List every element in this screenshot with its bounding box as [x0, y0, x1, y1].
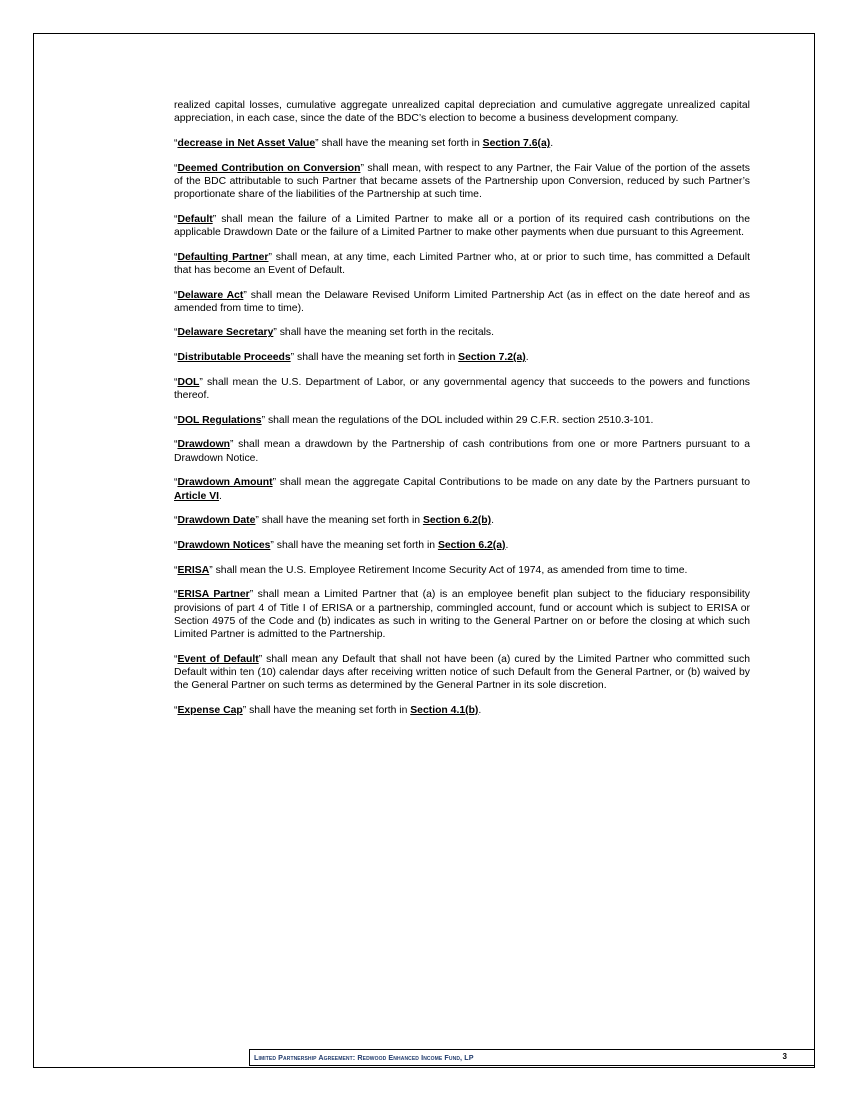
definition-paragraph: “DOL” shall mean the U.S. Department of Labor, or any governmental agency that succeeds to the powers and functions thereof.: [174, 376, 750, 402]
defined-term: Expense Cap: [177, 704, 243, 716]
defined-term: ERISA: [177, 564, 210, 576]
definition-paragraph: “Drawdown Date” shall have the meaning set forth in Section 6.2(b).: [174, 515, 494, 527]
definition-text: shall mean, with respect to any Partner, the Fair Value of the portion of the assets of the BDC attributable to such Partner that became assets of the Partnership upon Conversion, reduced by such Partner’s proportionate share of the liabilities of the Partnership at such time.: [174, 162, 750, 201]
definition-text: shall mean the U.S. Department of Labor, or any governmental agency that succeeds to the powers and functions thereof.: [174, 376, 750, 402]
defined-term: Drawdown Date: [177, 515, 256, 527]
definition-end: .: [505, 539, 509, 551]
defined-term: ERISA Partner: [177, 589, 250, 601]
document-body: [174, 99, 750, 729]
definition-text: shall have the meaning set forth in the recitals.: [279, 327, 495, 339]
definition-end: .: [491, 515, 494, 527]
page-number: 3: [782, 1052, 787, 1061]
definition-paragraph: “Drawdown Amount” shall mean the aggregate Capital Contributions to be made on any date by the Partners pursuant to Article VI.: [174, 477, 750, 502]
page-footer: [249, 1049, 815, 1066]
defined-term: DOL: [177, 376, 200, 388]
definition-paragraph: “DOL Regulations” shall mean the regulations of the DOL included within 29 C.F.R. section 2510.3-101.: [174, 414, 654, 426]
defined-term: Event of Default: [177, 653, 259, 665]
section-reference: Section 7.2(a): [458, 352, 526, 364]
section-reference: Article VI: [174, 490, 220, 502]
definition-paragraph: “Drawdown Notices” shall have the meaning set forth in Section 6.2(a).: [174, 539, 509, 551]
definition-paragraph: “Drawdown” shall mean a drawdown by the Partnership of cash contributions from one or more Partners pursuant to a Drawdown Notice.: [174, 439, 750, 464]
defined-term: Distributable Proceeds: [177, 352, 291, 364]
defined-term: Delaware Secretary: [177, 327, 274, 339]
definition-text: shall mean a drawdown by the Partnership of cash contributions from one or more Partners pursuant to a Drawdown Notice.: [174, 439, 750, 464]
defined-term: Drawdown Notices: [177, 539, 271, 551]
definition-text: shall mean, at any time, each Limited Partner who, at or prior to such time, has committed a Default that has become an Event of Default.: [174, 251, 750, 276]
defined-term: Defaulting Partner: [177, 251, 269, 263]
definition-paragraph: “Defaulting Partner” shall mean, at any time, each Limited Partner who, at or prior to such time, has committed a Default that has become an Event of Default.: [174, 251, 750, 276]
definition-text: realized capital losses, cumulative aggregate unrealized capital depreciation and cumulative aggregate unrealized capital appreciation, in each case, since the date of the BDC’s election to become a business development company.: [174, 100, 750, 125]
definition-text: shall mean any Default that shall not have been (a) cured by the Limited Partner who committed such Default within ten (10) calendar days after receiving written notice of such Default from the General Partner, or (b) waived by the General Partner on such terms as determined by the General Partner in its sole discretion.: [174, 653, 750, 692]
definition-paragraph: “Default” shall mean the failure of a Limited Partner to make all or a portion of its required cash contributions on the applicable Drawdown Date or the failure of a Limited Partner to make other payments when due pursuant to this Agreement.: [174, 213, 750, 238]
definition-text: shall have the meaning set forth in: [261, 515, 423, 527]
defined-term: Drawdown: [177, 439, 231, 451]
definition-text: shall mean the U.S. Employee Retirement Income Security Act of 1974, as amended from time to time.: [215, 564, 688, 576]
definition-paragraph: “ERISA Partner” shall mean a Limited Partner that (a) is an employee benefit plan subject to the fiduciary responsibility provisions of part 4 of Title I of ERISA or a partnership, commingled account, fund or account which is subject to ERISA or Section 4975 of the Code and (b) indicates as such in writing to the General Partner on or before the closing at which such Limited Partner is admitted to the Partnership.: [174, 589, 750, 640]
definition-text: shall have the meaning set forth in: [297, 352, 459, 364]
definition-paragraph: “ERISA” shall mean the U.S. Employee Retirement Income Security Act of 1974, as amended from time to time.: [174, 564, 688, 576]
definition-end: .: [478, 704, 482, 716]
section-reference: Section 6.2(b): [422, 515, 492, 527]
definition-paragraph: “Deemed Contribution on Conversion” shall mean, with respect to any Partner, the Fair Value of the portion of the assets of the BDC attributable to such Partner that became assets of the Partnership upon Conversion, reduced by such Partner’s proportionate share of the liabilities of the Partnership at such time.: [174, 162, 750, 201]
definition-text: shall mean a Limited Partner that (a) is an employee benefit plan subject to the fiduciary responsibility provisions of part 4 of Title I of ERISA or a partnership, commingled account, fund or account which is subject to ERISA or Section 4975 of the Code and (b) indicates as such in writing to the General Partner on or before the closing at which such Limited Partner is admitted to the Partnership.: [174, 589, 750, 640]
definition-end: .: [550, 137, 554, 149]
footer-title: Limited Partnership Agreement: Redwood Enhanced Income Fund, LP: [254, 1053, 474, 1062]
section-reference: Section 7.6(a): [482, 137, 551, 149]
defined-term: Deemed Contribution on Conversion: [177, 162, 361, 174]
definition-text: shall mean the failure of a Limited Partner to make all or a portion of its required cash contributions on the applicable Drawdown Date or the failure of a Limited Partner to make other payments when due pursuant to this Agreement.: [174, 213, 750, 238]
definition-text: shall have the meaning set forth in: [321, 137, 483, 149]
definition-paragraph: “Delaware Act” shall mean the Delaware Revised Uniform Limited Partnership Act (as in effect on the date hereof and as amended from time to time).: [174, 289, 750, 314]
defined-term: decrease in Net Asset Value: [177, 137, 316, 149]
definition-text: shall mean the Delaware Revised Uniform Limited Partnership Act (as in effect on the date hereof and as amended from time to time).: [174, 289, 750, 314]
section-reference: Section 6.2(a): [437, 539, 506, 551]
defined-term: Default: [177, 213, 213, 225]
defined-term: Delaware Act: [177, 289, 244, 301]
definition-end: .: [525, 352, 529, 364]
defined-term: Drawdown Amount: [177, 477, 273, 489]
definition-end: .: [219, 490, 222, 502]
section-reference: Section 4.1(b): [410, 704, 479, 716]
definition-paragraph: “Expense Cap” shall have the meaning set forth in Section 4.1(b).: [174, 704, 482, 716]
defined-term: DOL Regulations: [177, 414, 262, 426]
definition-text: shall have the meaning set forth in: [249, 704, 411, 716]
definition-paragraph: “decrease in Net Asset Value” shall have the meaning set forth in Section 7.6(a).: [174, 137, 554, 149]
definition-text: shall mean the regulations of the DOL included within 29 C.F.R. section 2510.3-101.: [267, 414, 654, 426]
definition-paragraph: “Delaware Secretary” shall have the meaning set forth in the recitals.: [174, 327, 495, 339]
definition-paragraph: “Distributable Proceeds” shall have the meaning set forth in Section 7.2(a).: [174, 352, 529, 364]
definition-text: shall have the meaning set forth in: [276, 539, 438, 551]
definition-paragraph: “Event of Default” shall mean any Default that shall not have been (a) cured by the Limited Partner who committed such Default within ten (10) calendar days after receiving written notice of such Default from the General Partner, or (b) waived by the General Partner on such terms as determined by the General Partner in its sole discretion.: [174, 653, 750, 692]
text-paragraph: [174, 99, 750, 125]
definition-text: shall mean the aggregate Capital Contributions to be made on any date by the Partners pursuant to: [279, 477, 750, 489]
